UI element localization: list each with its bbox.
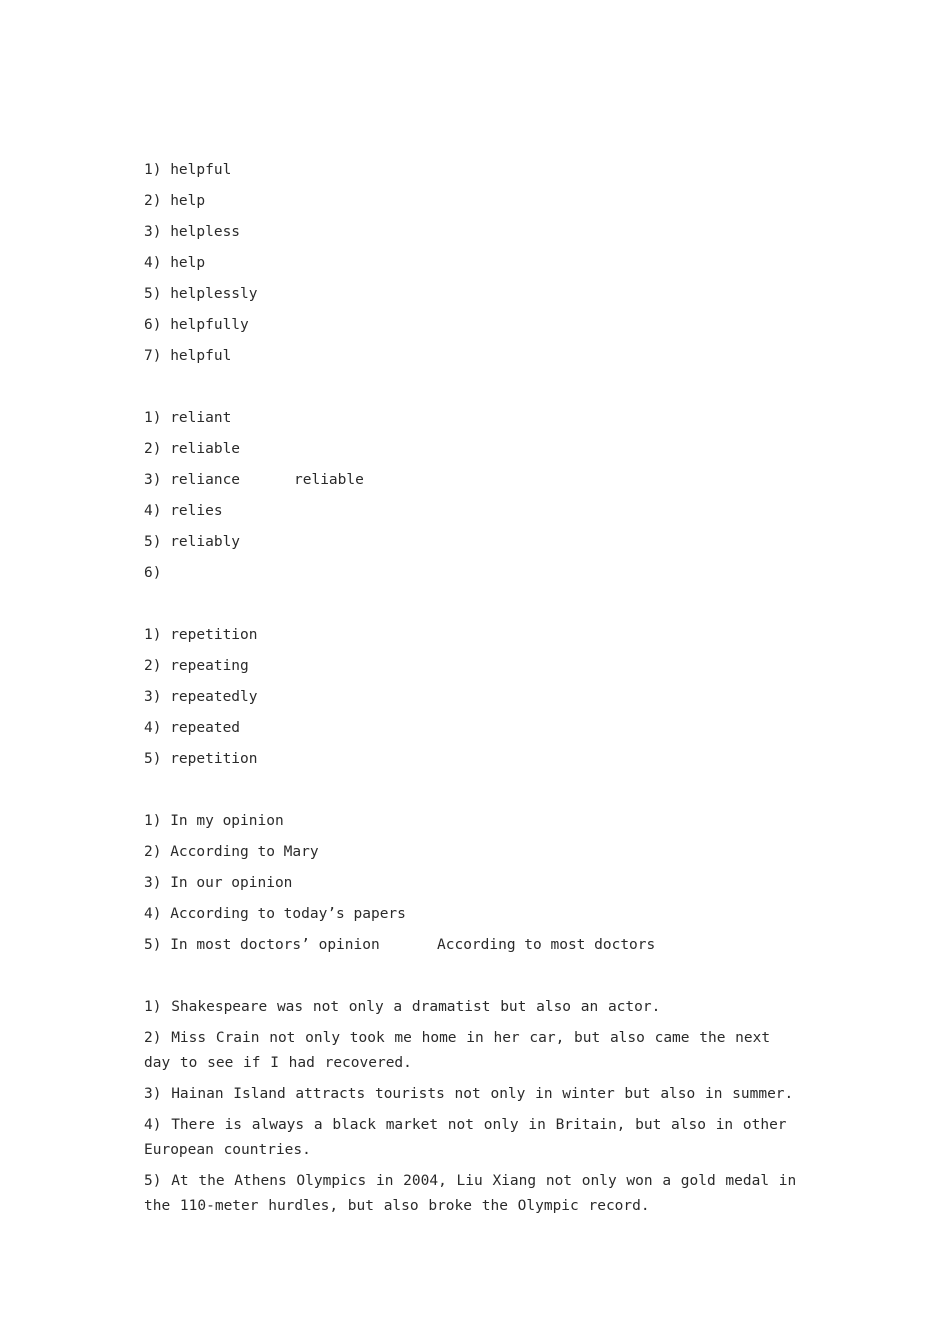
answer-alternative: According to most doctors — [437, 937, 656, 953]
answer-alternative: reliable — [294, 472, 364, 488]
answer-line: 1) reliant — [144, 410, 232, 426]
answer-line: 4) repeated — [144, 720, 241, 736]
answer-line: 4) help — [144, 255, 206, 271]
answer-line — [144, 465, 804, 496]
answer-line: 6) — [144, 565, 162, 581]
answer-group-not-only — [144, 992, 804, 1222]
answer-group-repeat — [144, 620, 804, 775]
answer-line: 5) helplessly — [144, 286, 258, 302]
answer-line: 6) helpfully — [144, 317, 249, 333]
answer-line: 1) repetition — [144, 627, 258, 643]
answer-line: 1) helpful — [144, 162, 232, 178]
answer-sentence: 1) Shakespeare was not only a dramatist but also an actor. — [144, 999, 661, 1015]
answer-line: 3) repeatedly — [144, 689, 258, 705]
answer-line: 7) helpful — [144, 348, 232, 364]
answer-text: 3) reliance — [144, 472, 241, 488]
answer-line: 2) reliable — [144, 441, 241, 457]
answer-line: 4) relies — [144, 503, 223, 519]
answer-sentence: 2) Miss Crain not only took me home in her car, but also came the next day to see if I had recovered. — [144, 1030, 771, 1071]
answer-group-opinion — [144, 806, 804, 961]
answer-sentence: 3) Hainan Island attracts tourists not only in winter but also in summer. — [144, 1086, 794, 1102]
answer-group-rely — [144, 403, 804, 589]
answer-sentence: 5) At the Athens Olympics in 2004, Liu Xiang not only won a gold medal in the 110-meter hurdles, but also broke the Olympic record. — [144, 1173, 797, 1214]
answer-line: 2) According to Mary — [144, 844, 319, 860]
document-page — [144, 155, 804, 1253]
answer-line: 2) repeating — [144, 658, 249, 674]
answer-line: 3) In our opinion — [144, 875, 293, 891]
answer-line: 5) repetition — [144, 751, 258, 767]
answer-line: 2) help — [144, 193, 206, 209]
answer-sentence: 4) There is always a black market not only in Britain, but also in other European countries. — [144, 1117, 787, 1158]
answer-line: 1) In my opinion — [144, 813, 284, 829]
answer-line — [144, 930, 804, 961]
answer-line: 5) reliably — [144, 534, 241, 550]
answer-group-help — [144, 155, 804, 372]
answer-line: 4) According to today’s papers — [144, 906, 406, 922]
answer-text: 5) In most doctors’ opinion — [144, 937, 380, 953]
answer-line: 3) helpless — [144, 224, 241, 240]
